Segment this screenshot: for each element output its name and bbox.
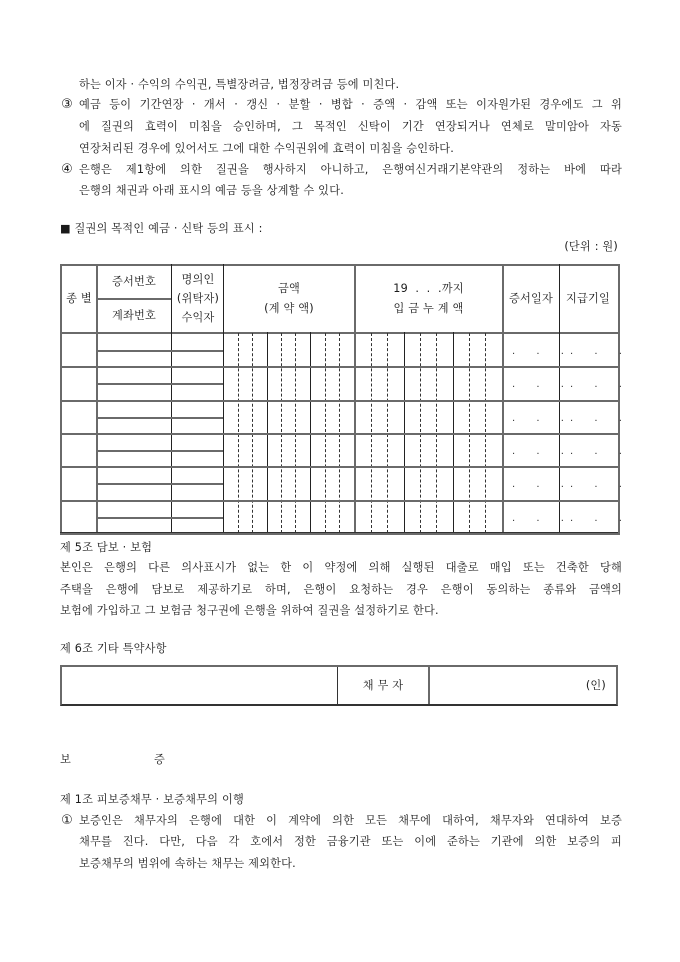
amount-field[interactable] <box>225 368 354 398</box>
cert-no-field[interactable] <box>98 368 171 382</box>
header-accum-line1: 19 . . .까지 <box>393 282 464 295</box>
amount-field[interactable] <box>225 435 354 465</box>
pay-date-field[interactable]: . . . <box>570 479 631 490</box>
debtor-signature-field[interactable] <box>430 667 616 704</box>
item4-marker: ④ <box>61 162 73 177</box>
holder-field[interactable] <box>173 335 223 349</box>
col-divider <box>171 264 172 533</box>
beneficiary-field[interactable] <box>173 352 223 366</box>
header-cert-date: 증서일자 <box>508 292 554 305</box>
accumulated-field[interactable] <box>356 468 502 498</box>
cert-date-field[interactable]: . . . <box>512 346 573 357</box>
header-split-line <box>96 298 171 300</box>
header-account-no: 계좌번호 <box>111 308 157 322</box>
cert-date-field[interactable]: . . . <box>512 413 573 424</box>
pay-date-field[interactable]: . . . <box>570 413 631 424</box>
header-accumulated <box>355 266 502 332</box>
account-no-field[interactable] <box>98 352 171 366</box>
type-field[interactable] <box>62 435 96 465</box>
accumulated-field[interactable] <box>356 368 502 398</box>
guarantee-item1-marker: ① <box>61 813 73 828</box>
header-accum-line2: 입 금 누 계 액 <box>393 302 464 315</box>
pay-date-field[interactable]: . . . <box>570 379 631 390</box>
header-holder-line2: (위탁자) <box>176 291 220 305</box>
cert-no-field[interactable] <box>98 468 171 482</box>
table-bottom-line <box>60 532 618 533</box>
account-no-field[interactable] <box>98 385 171 399</box>
accumulated-field[interactable] <box>356 402 502 432</box>
type-field[interactable] <box>62 368 96 398</box>
account-no-field[interactable] <box>98 485 171 499</box>
article5-title: 제 5조 담보 · 보험 <box>60 541 153 554</box>
amount-field[interactable] <box>225 335 354 365</box>
guarantee-article1-title: 제 1조 피보증채무 · 보증채무의 이행 <box>60 793 244 806</box>
account-no-field[interactable] <box>98 419 171 433</box>
pay-date-field[interactable]: . . . <box>570 346 631 357</box>
holder-field[interactable] <box>173 468 223 482</box>
cert-date-field[interactable]: . . . <box>512 479 573 490</box>
header-cert-no: 증서번호 <box>111 275 157 288</box>
amount-field[interactable] <box>225 502 354 532</box>
col-divider <box>502 264 504 533</box>
beneficiary-field[interactable] <box>173 419 223 433</box>
beneficiary-field[interactable] <box>173 452 223 466</box>
beneficiary-field[interactable] <box>173 519 223 533</box>
holder-field[interactable] <box>173 502 223 516</box>
guarantee-item1-line-2: 채무를 진다. 다만, 다음 각 호에서 정한 금융기관 또는 이에 준하는 기관에 의한 보증의 피 <box>79 835 622 848</box>
accumulated-field[interactable] <box>356 335 502 365</box>
header-pay-date: 지급기일 <box>565 292 611 305</box>
item4-line-1: 은행은 제1항에 의한 질권을 행사하지 아니하고, 은행여신거래기본약관의 정하는 바에 따라 <box>79 163 622 176</box>
type-field[interactable] <box>62 402 96 432</box>
amount-field[interactable] <box>225 402 354 432</box>
guarantee-item1-line-3: 보증채무의 범위에 속하는 채무는 제외한다. <box>79 857 296 870</box>
special-terms-table <box>60 665 618 706</box>
header-holder <box>172 264 224 332</box>
item3-marker: ③ <box>61 97 73 112</box>
col-divider <box>223 264 224 533</box>
debtor-label: 채 무 자 <box>362 678 404 692</box>
article5-line-1: 본인은 은행의 다른 의사표시가 없는 한 이 약정에 의해 실행된 대출로 매입 또는 건축한 당해 <box>60 561 622 574</box>
item3-line-3: 연장처리된 경우에 있어서도 그에 대한 수익권위에 효력이 미침을 승인하다. <box>79 142 455 155</box>
header-amount-line1: 금액 <box>277 282 300 295</box>
special-terms-field[interactable] <box>62 667 337 704</box>
pay-date-field[interactable]: . . . <box>570 446 631 457</box>
item3-line-1: 예금 등이 기간연장 · 개서 · 갱신 · 분할 · 병합 · 증액 · 감액 또는 이자원가된 경우에도 그 위 <box>79 98 622 111</box>
accumulated-field[interactable] <box>356 502 502 532</box>
item4-line-2: 은행의 채권과 아래 표시의 예금 등을 상계할 수 있다. <box>79 184 344 197</box>
holder-field[interactable] <box>173 402 223 416</box>
cert-date-field[interactable]: . . . <box>512 379 573 390</box>
type-field[interactable] <box>62 335 96 365</box>
cert-no-field[interactable] <box>98 502 171 516</box>
pay-date-field[interactable]: . . . <box>570 513 631 524</box>
article4-line-continued: 하는 이자 · 수익의 수익권, 특별장려금, 법정장려금 등에 미친다. <box>79 78 400 91</box>
item3-line-2: 에 질권의 효력이 미침을 승인하며, 그 목적인 신탁이 기간 연장되거나 연체로 말미암아 자동 <box>79 120 622 133</box>
article5-line-3: 보험에 가입하고 그 보험금 청구권에 은행을 위하여 질권을 설정하기로 한다. <box>60 604 439 617</box>
holder-field[interactable] <box>173 368 223 382</box>
header-holder-line1: 명의인 <box>181 272 215 286</box>
guarantee-heading-left: 보 <box>60 753 72 766</box>
col-divider <box>559 264 560 533</box>
article6-title: 제 6조 기타 특약사항 <box>60 642 167 655</box>
beneficiary-field[interactable] <box>173 385 223 399</box>
type-field[interactable] <box>62 502 96 532</box>
beneficiary-field[interactable] <box>173 485 223 499</box>
account-no-field[interactable] <box>98 519 171 533</box>
header-amount <box>224 266 354 332</box>
unit-label: (단위 : 원) <box>564 240 618 253</box>
guarantee-item1-line-1: 보증인은 채무자의 은행에 대한 이 계약에 의한 모든 채무에 대하여, 채무자와 연대하여 보증 <box>79 814 622 827</box>
amount-field[interactable] <box>225 468 354 498</box>
header-type: 종 별 <box>66 292 92 305</box>
accumulated-field[interactable] <box>356 435 502 465</box>
holder-field[interactable] <box>173 435 223 449</box>
cert-date-field[interactable]: . . . <box>512 513 573 524</box>
deposit-section-title: ■ 질권의 목적인 예금 · 신탁 등의 표시 : <box>60 222 263 235</box>
account-no-field[interactable] <box>98 452 171 466</box>
type-field[interactable] <box>62 468 96 498</box>
cert-no-field[interactable] <box>98 435 171 449</box>
cert-date-field[interactable]: . . . <box>512 446 573 457</box>
guarantee-heading-right: 증 <box>154 753 166 766</box>
article5-line-2: 주택을 은행에 담보로 제공하기로 하며, 은행이 요청하는 경우 은행이 동의하는 종류와 금액의 <box>60 583 622 596</box>
seal-mark: (인) <box>585 679 606 692</box>
cert-no-field[interactable] <box>98 335 171 349</box>
cert-no-field[interactable] <box>98 402 171 416</box>
header-amount-line2: (계 약 액) <box>264 302 314 315</box>
header-holder-line3: 수익자 <box>181 310 215 324</box>
